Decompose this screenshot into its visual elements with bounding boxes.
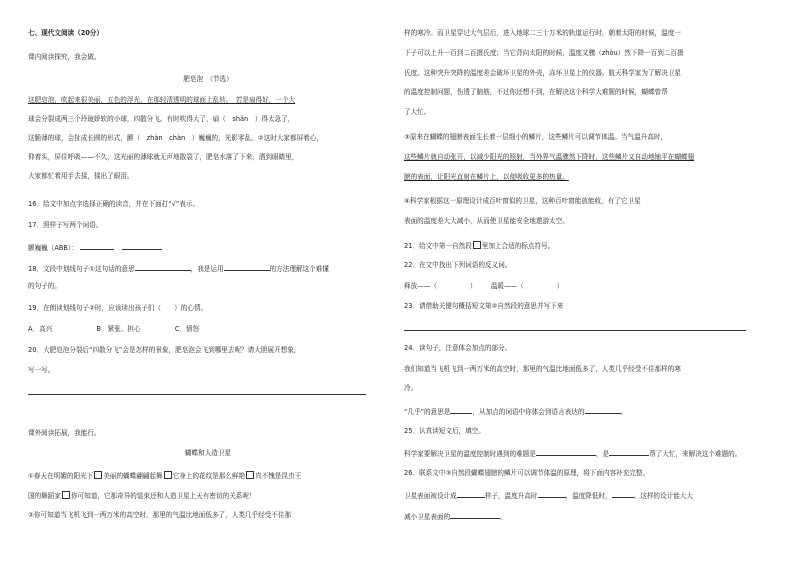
q20-answer-line[interactable] bbox=[28, 394, 366, 395]
q19-option-b[interactable]: B．紧张、担心 bbox=[96, 325, 141, 333]
punct-box-2[interactable] bbox=[164, 471, 172, 479]
question-26: 26．联系文中③自然段蝴蝶翅膀的鳞片可以调节体温的原理，将下面内容补充完整。 bbox=[404, 469, 650, 477]
q24-a: “几乎”的意思是 bbox=[404, 408, 451, 416]
question-25: 25．认真读短文后，填空。 bbox=[404, 427, 485, 435]
intro-extra: 课外阅读拓展，我能行。 bbox=[28, 429, 101, 437]
q26-b: 样子，温度升高时 bbox=[484, 492, 538, 500]
q22-item-b[interactable]: 温暖——（ ） bbox=[490, 282, 564, 290]
question-21 bbox=[404, 241, 554, 250]
q26-blank-3[interactable] bbox=[612, 491, 634, 498]
q21-b: 里加上合适的标点符号。 bbox=[481, 242, 555, 250]
q24-question bbox=[404, 407, 627, 416]
q18-text-a: 18．文段中划线句子①这句话的意思 bbox=[28, 265, 135, 273]
q26-a: 卫星表面被设计成 bbox=[404, 492, 457, 500]
q19-option-c[interactable]: C．愤怒 bbox=[174, 325, 200, 333]
q26-e: 减小卫星表面的 bbox=[404, 513, 451, 521]
question-19-options bbox=[28, 326, 199, 333]
q25-blank-1[interactable] bbox=[536, 449, 596, 456]
underlined-sentence-1: 这肥皂泡，吹起来很美丽，五色的浮光，在那轻清透明的球面上乱转。 若是扇得好，一个大 bbox=[28, 96, 296, 104]
q26-blank-4[interactable] bbox=[450, 512, 500, 519]
q19-option-a[interactable]: A．高兴 bbox=[28, 325, 53, 333]
p2p1-a: ①春天在明媚的阳光下 bbox=[28, 472, 94, 480]
p2p1-f: 你可知道，它那奇异的装束还和人造卫星上天有密切的关系呢！ bbox=[70, 492, 256, 500]
question-19: 19．在朗读划线句子②时，应该读出孩子们（ ）的心情。 bbox=[28, 304, 208, 312]
section-title: 七、现代文阅读（20分） bbox=[28, 29, 104, 37]
punct-box-3[interactable] bbox=[246, 471, 254, 479]
passage1-line-5: 大家都忙着用手去揉，揉出了眼泪。 bbox=[28, 172, 134, 180]
passage2-p1-line-1 bbox=[28, 471, 301, 480]
q26-f: 。 bbox=[500, 513, 507, 521]
q23-answer-line[interactable] bbox=[404, 330, 746, 331]
p4-line-2: 表面的温度差大大减小，从而使卫星能安全地遨游太空。 bbox=[404, 217, 569, 225]
q22-item-a[interactable]: 释放——（ ） bbox=[404, 282, 477, 290]
q21-box bbox=[473, 241, 481, 249]
q18-text-b: ，我是运用 bbox=[190, 265, 224, 273]
question-18 bbox=[28, 264, 329, 273]
passage1-line-1 bbox=[28, 97, 295, 104]
q18-blank-1[interactable] bbox=[135, 264, 191, 271]
q18-blank-2[interactable] bbox=[224, 264, 270, 271]
p3-line-3: 膀的表面，让阳光直射在鳞片上，以便吸收更多的热量。 bbox=[404, 173, 569, 181]
p2p1-b: 美丽的蝴蝶翩翩起舞 bbox=[103, 472, 163, 480]
intro-in-class: 课内阅读探究，我会做。 bbox=[28, 53, 101, 61]
p2-line-5: 的温度控制问题，伤透了脑筋，不过你还想不到，在解决这个科学大难题的时候，蝴蝶曾帮 bbox=[404, 88, 668, 96]
q24-sentence-cont: 冷。 bbox=[404, 384, 418, 392]
p2-line-2: 样的寒冷。而卫星穿过大气层后，进入地球二三十万米的轨道运行时，朝着太阳的时候，温度一 bbox=[404, 29, 681, 37]
q26-c: ，温度降低时， bbox=[565, 492, 612, 500]
q25-fill bbox=[404, 449, 741, 458]
p2p1-e: 国的舞蹈家 bbox=[28, 492, 61, 500]
q24-blank-2[interactable] bbox=[585, 407, 621, 414]
q25-a: 科学家要解决卫星的温度控制时遇到的难题是 bbox=[404, 450, 536, 458]
q24-b: ，从加点的词语中你体会到语言表达的 bbox=[472, 408, 585, 416]
passage1-line-2: 球会分裂成两三个玲珑娇软的小球，四散分飞。有时吹得大了，扇（ shǎn ）得太急了， bbox=[28, 115, 295, 123]
question-23: 23．请借助关键句概括短文第②自然段的意思并写下来 bbox=[404, 302, 564, 310]
passage2-p2-line-1: ②你可知道当飞机飞到一两万米的高空时，那里的气温比地面低多了，人类几乎经受不住那 bbox=[28, 511, 292, 519]
p3-line-1: ③原来在蝴蝶的翅膀表面生长着一层细小的鳞片，这些鳞片可以调节体温。当气温升高时， bbox=[404, 133, 668, 141]
p2-line-6: 了大忙。 bbox=[404, 108, 431, 116]
question-20: 20．大肥皂泡分裂后“四散分飞”会是怎样的景象，肥皂泡会飞到哪里去呢？请大胆展开想象， bbox=[28, 346, 301, 354]
q24-c: 。 bbox=[620, 408, 628, 416]
q24-sentence: 我们知道当飞机飞到一两万米的高空时，那里的气温比地面低多了，人类几乎经受不住那样的寒 bbox=[404, 365, 681, 373]
q25-blank-2[interactable] bbox=[609, 449, 649, 456]
p3-line-2: 这些鳞片就自动张开，以减少阳光的照射，当外界气温骤然下降时，这些鳞片又自动地铺平在蝴蝶翅 bbox=[404, 153, 695, 161]
question-22: 22．在文中找出下列词语的反义词。 bbox=[404, 261, 512, 269]
q17-example-label: 颤巍巍（ABB）： bbox=[28, 244, 78, 252]
q24-blank-1[interactable] bbox=[450, 407, 472, 414]
p2-line-3: 下子可以上升一百到二百摄氏度；当它背向太阳的时候，温度又骤（zhòu）然下降一百到二百摄 bbox=[404, 49, 684, 57]
q17-blank-1[interactable] bbox=[80, 243, 114, 250]
passage1-line-3: 这脆薄的球，会扯成长圆的形式，颤（ zhàn chàn ）巍巍的，光影零乱。②这时大家都屏着心， bbox=[28, 134, 323, 142]
question-16: 16．给文中加点字选择正确的读音，并在下面打“√”表示。 bbox=[28, 200, 200, 208]
q26-blank-1[interactable] bbox=[457, 491, 485, 498]
question-24: 24．读句子，注意体会加点的部分。 bbox=[404, 344, 512, 352]
q18-text-c: 的方法理解这个难懂 bbox=[269, 265, 329, 273]
q25-c: 帮了大忙，来解决这个难题的。 bbox=[649, 450, 742, 458]
passage1-line-4: 仰着头，屏住呼吸——不久，这光丽的薄球就无声地散裂了，肥皂水落了下来，洒到眼睛里， bbox=[28, 153, 299, 161]
question-18-cont: 的句子的。 bbox=[28, 282, 61, 290]
question-17-example bbox=[28, 243, 162, 252]
p2p1-c: 它身上的花纹是那么鲜艳 bbox=[172, 472, 246, 480]
q26-fill-1 bbox=[404, 491, 693, 500]
punct-box-1[interactable] bbox=[94, 471, 102, 479]
q26-blank-2[interactable] bbox=[538, 491, 566, 498]
question-22-items bbox=[404, 283, 563, 290]
p4-line-1: ④科学家根据这一原理设计成百叶窗似的卫星，这种百叶窗能放能收，有了它卫星 bbox=[404, 197, 641, 205]
q21-a: 21．给文中第一自然段 bbox=[404, 242, 472, 250]
p2p1-d: 真不愧是昆虫王 bbox=[255, 472, 302, 480]
q26-d: 。这样的设计能大大 bbox=[633, 492, 693, 500]
q26-fill-2 bbox=[404, 512, 507, 521]
passage2-title: 蝴蝶和人造卫星 bbox=[184, 449, 232, 457]
punct-box-4[interactable] bbox=[62, 491, 70, 499]
passage2-p1-line-2 bbox=[28, 491, 256, 500]
q17-blank-2[interactable] bbox=[122, 243, 162, 250]
question-17: 17．照样子写两个词语。 bbox=[28, 221, 103, 229]
q25-b: ，是 bbox=[595, 450, 610, 458]
question-20-cont: 写一写。 bbox=[28, 366, 55, 374]
passage1-title: 肥皂泡 （节选） bbox=[183, 75, 233, 83]
p2-line-4: 氏度。这种突升突降的温度差会破坏卫星的外壳，冻坏卫星上的仪器。航天科学家为了解决卫星 bbox=[404, 69, 681, 77]
